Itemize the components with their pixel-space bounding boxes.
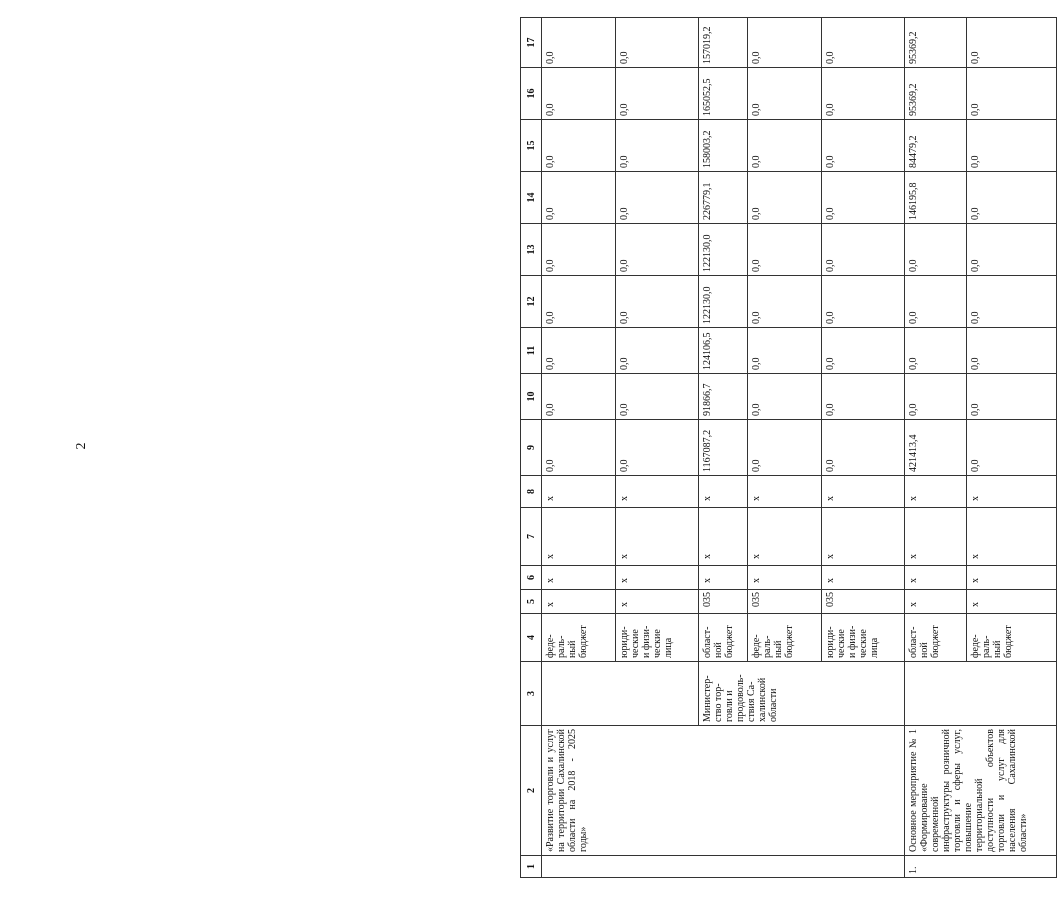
- header-cell: 9: [521, 420, 542, 476]
- value-cell: 0,0: [748, 120, 822, 172]
- value-cell: x: [542, 566, 616, 590]
- value-cell: 0,0: [615, 120, 698, 172]
- value-cell: x: [966, 508, 1056, 566]
- value-cell: 1167087,2: [698, 420, 748, 476]
- value-cell: x: [905, 566, 967, 590]
- program-name-cell-continued: [698, 726, 904, 856]
- value-cell: 0,0: [615, 172, 698, 224]
- header-cell: 16: [521, 68, 542, 120]
- value-cell: 0,0: [966, 18, 1056, 68]
- value-cell: 95369,2: [905, 68, 967, 120]
- header-cell: 1: [521, 856, 542, 878]
- value-cell: 0,0: [542, 224, 616, 276]
- header-cell: 13: [521, 224, 542, 276]
- value-cell: x: [542, 590, 616, 614]
- value-cell: x: [615, 476, 698, 508]
- value-cell: 421413,4: [905, 420, 967, 476]
- value-cell: x: [748, 476, 822, 508]
- activity-name-cell: Основное мероприятие № 1 «Формирование современной инфраструктуры розничной торговли и сферы услуг, повышение территориальной доступности объектов торговли и услуг для населения Сахалинской области»: [905, 726, 1057, 856]
- header-cell: 12: [521, 276, 542, 328]
- budget-table-sheet: [520, 18, 1057, 878]
- header-row: [521, 18, 542, 878]
- value-cell: 035: [698, 590, 748, 614]
- table-row: [905, 18, 967, 878]
- value-cell: x: [542, 508, 616, 566]
- value-cell: 0,0: [748, 172, 822, 224]
- value-cell: 157019,2: [698, 18, 748, 68]
- value-cell: 0,0: [822, 120, 905, 172]
- value-cell: 0,0: [542, 18, 616, 68]
- funding-source-cell: феде- раль- ный бюджет: [542, 614, 616, 662]
- value-cell: 0,0: [542, 68, 616, 120]
- value-cell: 0,0: [542, 374, 616, 420]
- value-cell: 0,0: [822, 276, 905, 328]
- header-cell: 7: [521, 508, 542, 566]
- value-cell: 0,0: [905, 276, 967, 328]
- funding-source-cell: юриди- ческие и физи- ческие лица: [822, 614, 905, 662]
- value-cell: x: [615, 508, 698, 566]
- executor-cell: [542, 662, 699, 726]
- value-cell: 0,0: [748, 224, 822, 276]
- value-cell: 035: [748, 590, 822, 614]
- value-cell: 0,0: [822, 18, 905, 68]
- value-cell: 122130,0: [698, 224, 748, 276]
- value-cell: 0,0: [615, 68, 698, 120]
- value-cell: 0,0: [748, 18, 822, 68]
- funding-source-cell: юриди- ческие и физи- ческие лица: [615, 614, 698, 662]
- header-cell: 17: [521, 18, 542, 68]
- value-cell: x: [966, 476, 1056, 508]
- value-cell: 0,0: [748, 68, 822, 120]
- value-cell: 0,0: [966, 374, 1056, 420]
- value-cell: x: [748, 508, 822, 566]
- value-cell: 122130,0: [698, 276, 748, 328]
- value-cell: 0,0: [822, 224, 905, 276]
- value-cell: 0,0: [542, 276, 616, 328]
- value-cell: x: [822, 476, 905, 508]
- value-cell: 0,0: [542, 172, 616, 224]
- funding-source-cell: област- ной бюджет: [698, 614, 748, 662]
- value-cell: 0,0: [542, 420, 616, 476]
- value-cell: x: [748, 566, 822, 590]
- header-cell: 4: [521, 614, 542, 662]
- value-cell: 0,0: [966, 68, 1056, 120]
- value-cell: 0,0: [822, 172, 905, 224]
- value-cell: x: [822, 566, 905, 590]
- value-cell: 0,0: [905, 224, 967, 276]
- value-cell: 0,0: [615, 224, 698, 276]
- value-cell: 0,0: [615, 374, 698, 420]
- value-cell: 0,0: [822, 420, 905, 476]
- value-cell: 0,0: [905, 374, 967, 420]
- value-cell: x: [966, 590, 1056, 614]
- value-cell: 0,0: [748, 420, 822, 476]
- header-cell: 10: [521, 374, 542, 420]
- page-number: 2: [74, 442, 89, 450]
- executor-cell: [905, 662, 1057, 726]
- value-cell: 0,0: [615, 328, 698, 374]
- value-cell: 0,0: [748, 328, 822, 374]
- header-cell: 8: [521, 476, 542, 508]
- executor-cell: Министер- ство тор- говли и продоволь- ствия Са- халинской области: [698, 662, 904, 726]
- header-cell: 2: [521, 726, 542, 856]
- value-cell: 165052,5: [698, 68, 748, 120]
- value-cell: 0,0: [748, 374, 822, 420]
- budget-table: [520, 17, 1057, 878]
- value-cell: 226779,1: [698, 172, 748, 224]
- value-cell: 0,0: [966, 172, 1056, 224]
- header-cell: 6: [521, 566, 542, 590]
- value-cell: x: [698, 476, 748, 508]
- funding-source-cell: феде- раль- ный бюджет: [966, 614, 1056, 662]
- row-number-cell: [542, 856, 905, 878]
- value-cell: x: [542, 476, 616, 508]
- header-cell: 15: [521, 120, 542, 172]
- value-cell: 0,0: [822, 374, 905, 420]
- table-row: [698, 18, 748, 878]
- funding-source-cell: феде- раль- ный бюджет: [748, 614, 822, 662]
- value-cell: x: [905, 590, 967, 614]
- table-row: [542, 18, 616, 878]
- value-cell: x: [966, 566, 1056, 590]
- value-cell: x: [905, 508, 967, 566]
- header-cell: 5: [521, 590, 542, 614]
- value-cell: x: [698, 508, 748, 566]
- value-cell: 0,0: [615, 420, 698, 476]
- value-cell: x: [615, 566, 698, 590]
- value-cell: 0,0: [748, 276, 822, 328]
- value-cell: x: [615, 590, 698, 614]
- header-cell: 11: [521, 328, 542, 374]
- header-cell: 14: [521, 172, 542, 224]
- value-cell: 0,0: [966, 276, 1056, 328]
- row-number-cell: 1.: [905, 856, 1057, 878]
- value-cell: 0,0: [542, 120, 616, 172]
- value-cell: 0,0: [822, 328, 905, 374]
- header-cell: 3: [521, 662, 542, 726]
- value-cell: 124106,5: [698, 328, 748, 374]
- value-cell: 0,0: [966, 420, 1056, 476]
- value-cell: 84479,2: [905, 120, 967, 172]
- value-cell: 0,0: [905, 328, 967, 374]
- value-cell: 0,0: [615, 276, 698, 328]
- value-cell: 0,0: [615, 18, 698, 68]
- value-cell: 035: [822, 590, 905, 614]
- program-name-cell: «Развитие торговли и услуг на территории Сахалинской области на 2018 - 2025 годы»: [542, 726, 699, 856]
- funding-source-cell: област- ной бюджет: [905, 614, 967, 662]
- value-cell: 0,0: [966, 328, 1056, 374]
- value-cell: x: [698, 566, 748, 590]
- value-cell: 0,0: [822, 68, 905, 120]
- value-cell: 0,0: [966, 120, 1056, 172]
- value-cell: 0,0: [966, 224, 1056, 276]
- value-cell: x: [905, 476, 967, 508]
- value-cell: 95369,2: [905, 18, 967, 68]
- value-cell: 146195,8: [905, 172, 967, 224]
- value-cell: 158003,2: [698, 120, 748, 172]
- value-cell: 0,0: [542, 328, 616, 374]
- value-cell: x: [822, 508, 905, 566]
- value-cell: 91866,7: [698, 374, 748, 420]
